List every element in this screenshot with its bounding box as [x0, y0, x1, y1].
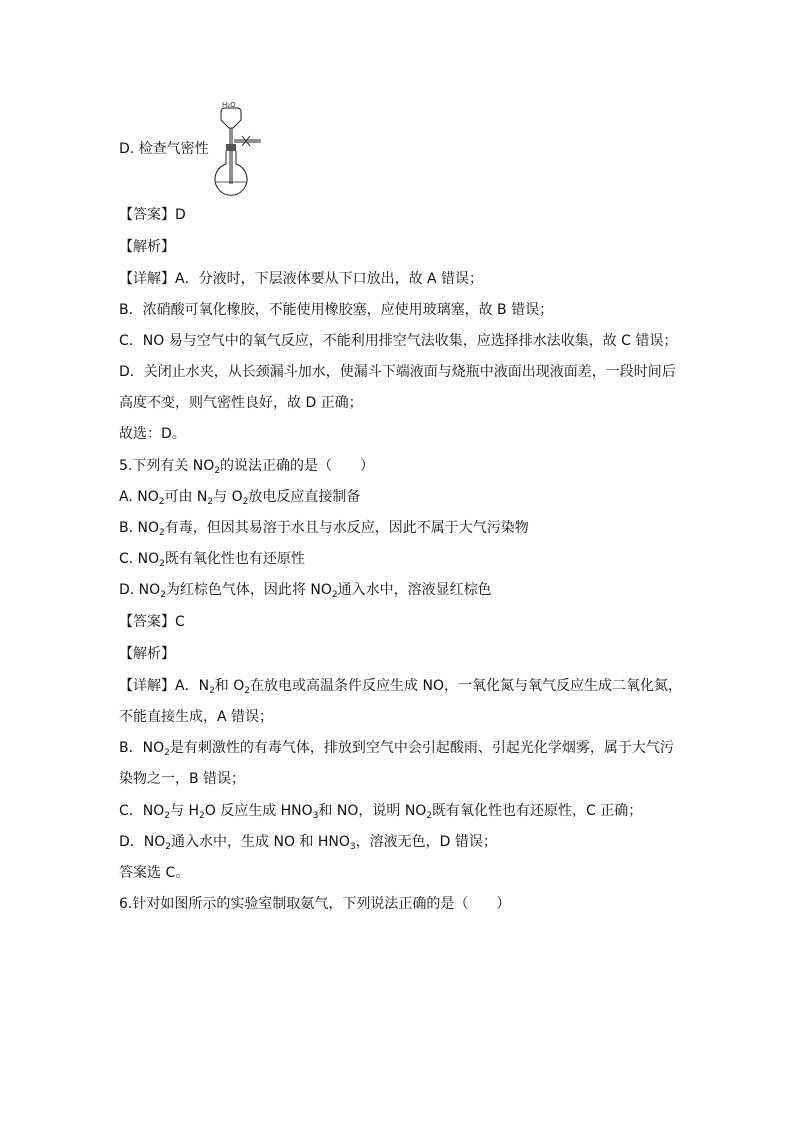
q5-detail-a-line2: 不能直接生成，A 错误；	[119, 709, 274, 725]
q6-stem: 6.针对如图所示的实验室制取氨气，下列说法正确的是（ ）	[119, 896, 511, 912]
q5-stem: 5.下列有关 $NO_2$的说法正确的是（ ）	[119, 458, 375, 476]
q5-option-c: C. $NO_2$既有氧化性也有还原性	[119, 551, 305, 569]
q4-conclusion: 故选：D。	[119, 426, 186, 442]
q4-detail-b: B．浓硝酸可氧化橡胶，不能使用橡胶塞，应使用玻璃塞，故 B 错误；	[119, 302, 554, 318]
q5-analysis: 【解析】	[119, 646, 175, 662]
q4-detail-c: C．NO 易与空气中的氧气反应，不能利用排空气法收集，应选择排水法收集，故 C 错误；	[119, 333, 678, 349]
q5-detail-b-line1: B．$NO_2$是有刺激性的有毒气体，排放到空气中会引起酸雨、引起光化学烟雾，属于大气污	[119, 740, 674, 758]
q5-detail-c: C．$NO_2$与 $H_2O$ 反应生成 $HNO_3$和 NO，说明 $NO_2$既有氧化性也有还原性，C 正确；	[119, 803, 643, 821]
q5-option-b: B. $NO_2$有毒，但因其易溶于水且与水反应，因此不属于大气污染物	[119, 520, 529, 538]
airtightness-check-apparatus-icon	[205, 98, 271, 196]
q4-detail-d-line2: 高度不变，则气密性良好，故 D 正确；	[119, 395, 363, 411]
option-d-label: D. 检查气密性	[119, 141, 209, 157]
q4-analysis: 【解析】	[119, 239, 175, 255]
q4-detail-d-line1: D．关闭止水夹，从长颈漏斗加水，使漏斗下端液面与烧瓶中液面出现液面差，一段时间后	[119, 364, 676, 380]
q5-detail-d: D．$NO_2$通入水中，生成 NO 和 $HNO_3$，溶液无色，D 错误；	[119, 834, 497, 852]
q5-answer: 【答案】C	[119, 614, 185, 630]
water-label: H₂O	[222, 101, 236, 109]
q5-conclusion: 答案选 C。	[119, 865, 190, 881]
q4-detail-a: 【详解】A．分液时，下层液体要从下口放出，故 A 错误；	[119, 271, 484, 287]
q5-option-d: D. $NO_2$为红棕色气体，因此将 $NO_2$通入水中，溶液显红棕色	[119, 582, 492, 600]
q5-option-a: A. $NO_2$可由 $N_2$与 $O_2$放电反应直接制备	[119, 489, 361, 507]
q4-answer: 【答案】D	[119, 207, 186, 223]
q5-detail-a-line1: 【详解】A．$N_2$和 $O_2$在放电或高温条件反应生成 NO，一氧化氮与氧气反应生成二氧化氮，	[119, 678, 682, 696]
q5-detail-b-line2: 染物之一，B 错误；	[119, 771, 246, 787]
